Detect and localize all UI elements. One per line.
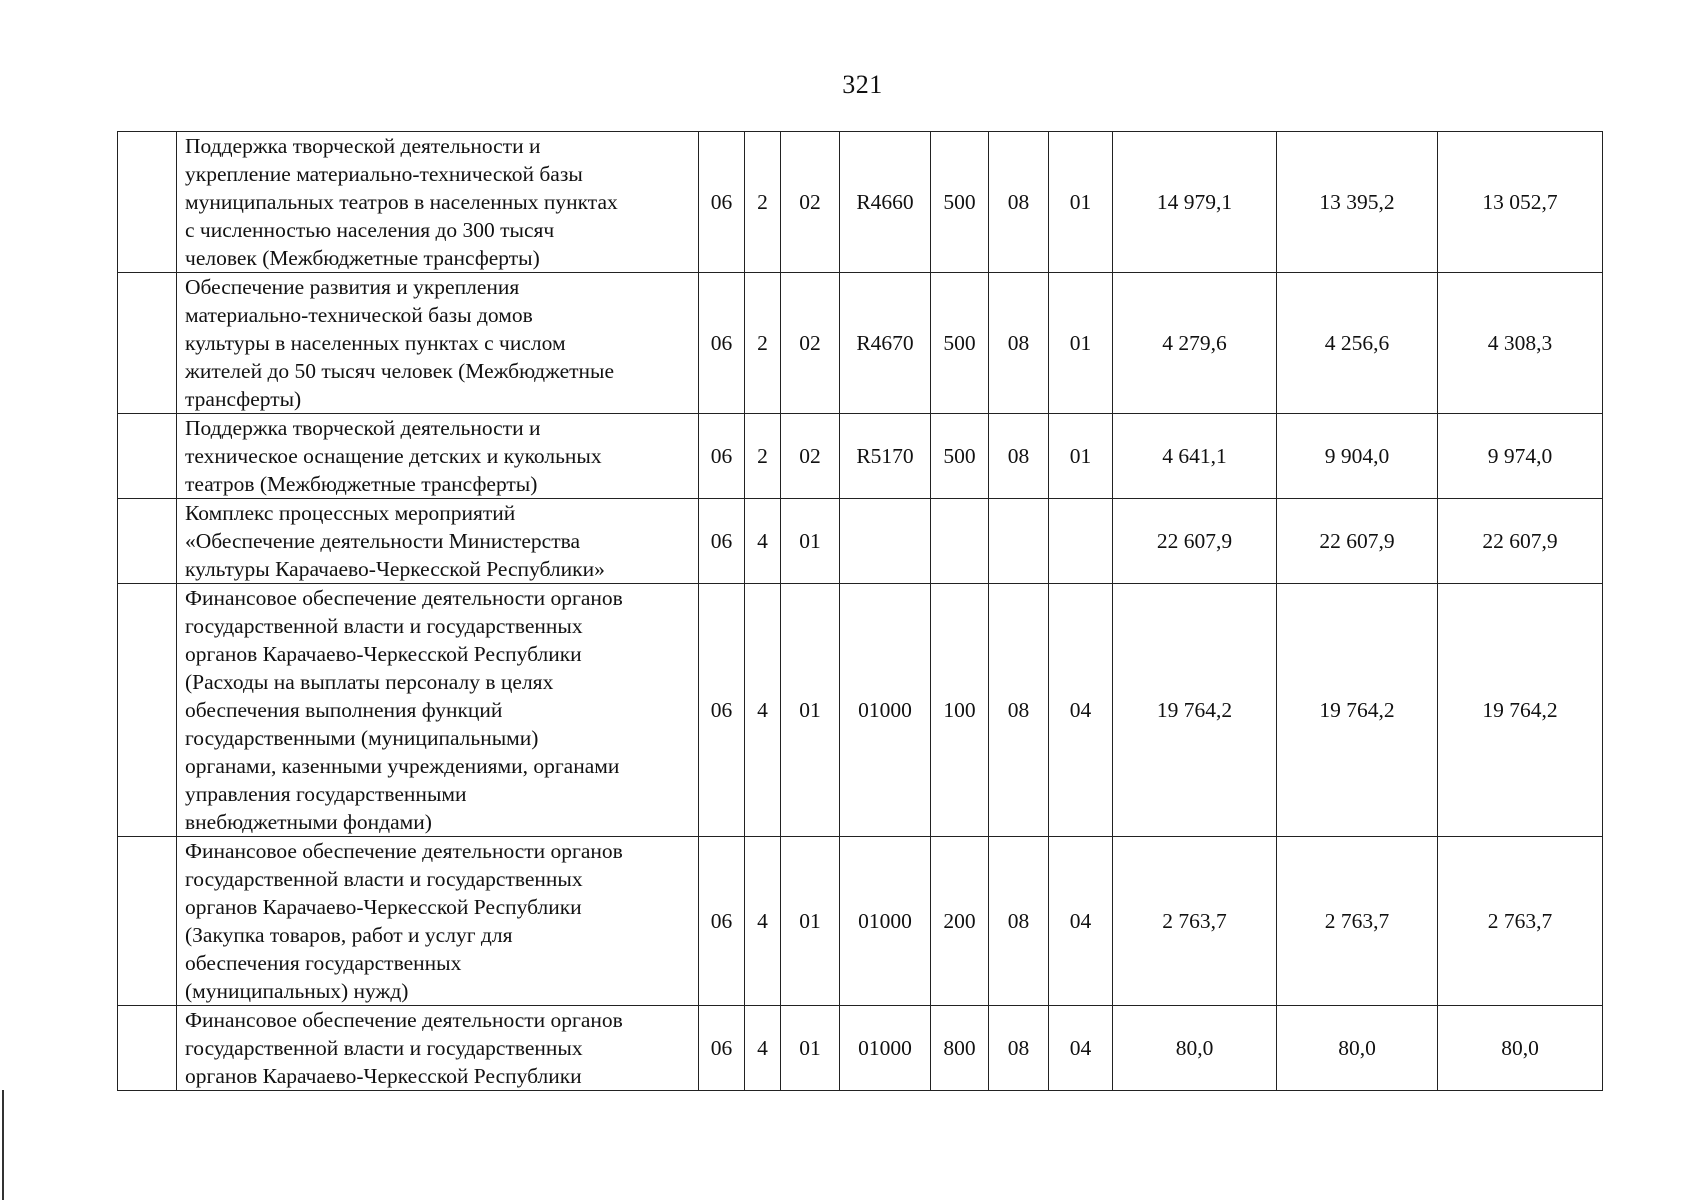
table-row (118, 1006, 1603, 1091)
direction-code: R5170 (840, 414, 931, 499)
event-code: 01 (781, 1006, 840, 1091)
subprogram-code: 2 (745, 273, 781, 414)
amount-year-3: 4 308,3 (1438, 273, 1603, 414)
amount-year-3: 80,0 (1438, 1006, 1603, 1091)
amount-year-1: 22 607,9 (1113, 499, 1277, 584)
direction-code: 01000 (840, 584, 931, 837)
description-line: техническое оснащение детских и кукольных (185, 444, 602, 468)
description-line: (Закупка товаров, работ и услуг для (185, 923, 513, 947)
section-code: 08 (989, 1006, 1049, 1091)
amount-year-1: 2 763,7 (1113, 837, 1277, 1006)
subprogram-code: 2 (745, 132, 781, 273)
description-line: органами, казенными учреждениями, органами (185, 754, 620, 778)
subprogram-code: 2 (745, 414, 781, 499)
row-description (177, 1006, 699, 1091)
row-number-cell (118, 414, 177, 499)
description-line: материально-технической базы домов (185, 303, 533, 327)
row-description (177, 584, 699, 837)
amount-year-2: 19 764,2 (1277, 584, 1438, 837)
section-code: 08 (989, 273, 1049, 414)
subsection-code: 01 (1049, 273, 1113, 414)
description-line: жителей до 50 тысяч человек (Межбюджетные (185, 359, 615, 383)
amount-year-1: 14 979,1 (1113, 132, 1277, 273)
row-description (177, 837, 699, 1006)
expense-type-code: 200 (931, 837, 989, 1006)
table-row (118, 132, 1603, 273)
row-number-cell (118, 273, 177, 414)
program-code: 06 (699, 1006, 745, 1091)
description-line: культуры Карачаево-Черкесской Республики» (185, 557, 605, 581)
section-code: 08 (989, 414, 1049, 499)
amount-year-1: 4 279,6 (1113, 273, 1277, 414)
amount-year-2: 80,0 (1277, 1006, 1438, 1091)
amount-year-2: 22 607,9 (1277, 499, 1438, 584)
description-line: органов Карачаево-Черкесской Республики (185, 642, 582, 666)
section-code (989, 499, 1049, 584)
description-line: Поддержка творческой деятельности и (185, 134, 541, 158)
table-row (118, 273, 1603, 414)
description-line: государственной власти и государственных (185, 867, 583, 891)
description-line: государственной власти и государственных (185, 614, 583, 638)
subprogram-code: 4 (745, 499, 781, 584)
amount-year-3: 2 763,7 (1438, 837, 1603, 1006)
row-description (177, 273, 699, 414)
direction-code: R4660 (840, 132, 931, 273)
amount-year-2: 13 395,2 (1277, 132, 1438, 273)
subprogram-code: 4 (745, 1006, 781, 1091)
table-row (118, 584, 1603, 837)
direction-code: 01000 (840, 837, 931, 1006)
description-line: трансферты) (185, 387, 302, 411)
description-line: Финансовое обеспечение деятельности органов (185, 586, 623, 610)
row-number-cell (118, 837, 177, 1006)
amount-year-3: 22 607,9 (1438, 499, 1603, 584)
amount-year-3: 9 974,0 (1438, 414, 1603, 499)
row-description (177, 132, 699, 273)
description-line: (Расходы на выплаты персоналу в целях (185, 670, 554, 694)
expense-type-code: 500 (931, 132, 989, 273)
row-description (177, 499, 699, 584)
page-number: 321 (842, 70, 883, 99)
amount-year-2: 9 904,0 (1277, 414, 1438, 499)
table-row (118, 414, 1603, 499)
description-line: «Обеспечение деятельности Министерства (185, 529, 581, 553)
direction-code (840, 499, 931, 584)
description-line: Финансовое обеспечение деятельности органов (185, 839, 623, 863)
description-line: культуры в населенных пунктах с числом (185, 331, 566, 355)
expense-type-code: 100 (931, 584, 989, 837)
description-line: Поддержка творческой деятельности и (185, 416, 541, 440)
scan-margin-line (2, 1090, 4, 1200)
direction-code: 01000 (840, 1006, 931, 1091)
description-line: Обеспечение развития и укрепления (185, 275, 520, 299)
description-line: обеспечения государственных (185, 951, 462, 975)
description-line: управления государственными (185, 782, 467, 806)
section-code: 08 (989, 584, 1049, 837)
expense-type-code (931, 499, 989, 584)
subsection-code: 01 (1049, 414, 1113, 499)
amount-year-1: 80,0 (1113, 1006, 1277, 1091)
description-line: муниципальных театров в населенных пунктах (185, 190, 618, 214)
description-line: обеспечения выполнения функций (185, 698, 503, 722)
description-line: внебюджетными фондами) (185, 810, 432, 834)
amount-year-3: 19 764,2 (1438, 584, 1603, 837)
description-line: человек (Межбюджетные трансферты) (185, 246, 540, 270)
description-line: укрепление материально-технической базы (185, 162, 583, 186)
table-row (118, 837, 1603, 1006)
description-line: государственными (муниципальными) (185, 726, 539, 750)
row-number-cell (118, 584, 177, 837)
expense-type-code: 500 (931, 273, 989, 414)
table-row (118, 499, 1603, 584)
row-number-cell (118, 1006, 177, 1091)
section-code: 08 (989, 132, 1049, 273)
subsection-code: 04 (1049, 1006, 1113, 1091)
direction-code: R4670 (840, 273, 931, 414)
subsection-code: 04 (1049, 584, 1113, 837)
subsection-code: 04 (1049, 837, 1113, 1006)
subprogram-code: 4 (745, 584, 781, 837)
table-body (118, 132, 1603, 1091)
description-line: Комплекс процессных мероприятий (185, 501, 516, 525)
subprogram-code: 4 (745, 837, 781, 1006)
event-code: 02 (781, 273, 840, 414)
subsection-code: 01 (1049, 132, 1113, 273)
row-number-cell (118, 132, 177, 273)
expense-type-code: 800 (931, 1006, 989, 1091)
description-line: органов Карачаево-Черкесской Республики (185, 1064, 582, 1088)
program-code: 06 (699, 273, 745, 414)
program-code: 06 (699, 414, 745, 499)
description-line: государственной власти и государственных (185, 1036, 583, 1060)
program-code: 06 (699, 132, 745, 273)
program-code: 06 (699, 837, 745, 1006)
event-code: 02 (781, 132, 840, 273)
event-code: 02 (781, 414, 840, 499)
description-line: Финансовое обеспечение деятельности органов (185, 1008, 623, 1032)
description-line: с численностью населения до 300 тысяч (185, 218, 555, 242)
event-code: 01 (781, 837, 840, 1006)
amount-year-2: 4 256,6 (1277, 273, 1438, 414)
section-code: 08 (989, 837, 1049, 1006)
subsection-code (1049, 499, 1113, 584)
program-code: 06 (699, 499, 745, 584)
program-code: 06 (699, 584, 745, 837)
row-description (177, 414, 699, 499)
event-code: 01 (781, 499, 840, 584)
amount-year-1: 19 764,2 (1113, 584, 1277, 837)
description-line: театров (Межбюджетные трансферты) (185, 472, 538, 496)
budget-table (117, 131, 1603, 1091)
description-line: органов Карачаево-Черкесской Республики (185, 895, 582, 919)
amount-year-2: 2 763,7 (1277, 837, 1438, 1006)
row-number-cell (118, 499, 177, 584)
amount-year-1: 4 641,1 (1113, 414, 1277, 499)
event-code: 01 (781, 584, 840, 837)
description-line: (муниципальных) нужд) (185, 979, 409, 1003)
expense-type-code: 500 (931, 414, 989, 499)
amount-year-3: 13 052,7 (1438, 132, 1603, 273)
